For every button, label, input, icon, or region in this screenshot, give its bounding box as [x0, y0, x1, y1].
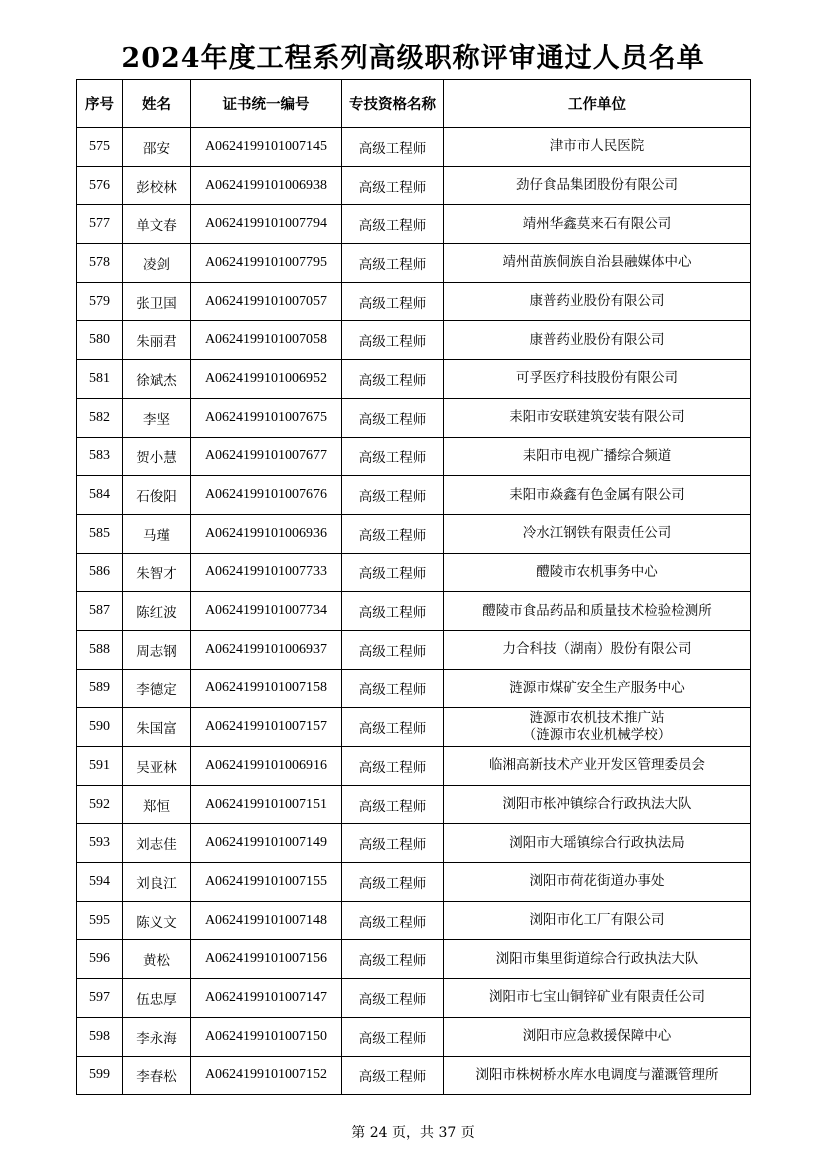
qualification-cell: 高级工程师: [342, 979, 444, 1018]
serial-no-cell: 580: [77, 321, 123, 360]
work-unit-cell: 浏阳市应急救援保障中心: [444, 1017, 751, 1056]
name-cell: 李永海: [123, 1017, 191, 1056]
table-row: [77, 476, 751, 515]
name-cell: 伍忠厚: [123, 979, 191, 1018]
qualification-cell: 高级工程师: [342, 592, 444, 631]
serial-no-cell: 595: [77, 901, 123, 940]
table-row: [77, 669, 751, 708]
name-cell: 朱国富: [123, 708, 191, 747]
certificate-no-cell: A0624199101007149: [191, 824, 342, 863]
work-unit-line: （涟源市农业机械学校）: [522, 727, 672, 744]
certificate-no-cell: A0624199101007677: [191, 437, 342, 476]
qualification-cell: 高级工程师: [342, 360, 444, 399]
table-row: [77, 863, 751, 902]
certificate-no-cell: A0624199101007147: [191, 979, 342, 1018]
work-unit-cell: [444, 708, 751, 747]
certificate-no-cell: A0624199101006952: [191, 360, 342, 399]
serial-no-cell: 597: [77, 979, 123, 1018]
work-unit-cell: 靖州华鑫莫来石有限公司: [444, 205, 751, 244]
table-row: [77, 321, 751, 360]
qualification-cell: 高级工程师: [342, 321, 444, 360]
serial-no-cell: 575: [77, 128, 123, 167]
serial-no-cell: 591: [77, 747, 123, 786]
name-cell: 凌剑: [123, 244, 191, 283]
qualification-cell: 高级工程师: [342, 128, 444, 167]
name-cell: 彭校林: [123, 166, 191, 205]
qualification-cell: 高级工程师: [342, 785, 444, 824]
header-work-unit: 工作单位: [444, 80, 751, 128]
header-serial-no: 序号: [77, 80, 123, 128]
table-row: [77, 514, 751, 553]
serial-no-cell: 586: [77, 553, 123, 592]
name-cell: 李德定: [123, 669, 191, 708]
table-row: [77, 205, 751, 244]
serial-no-cell: 589: [77, 669, 123, 708]
work-unit-cell: 浏阳市荷花街道办事处: [444, 863, 751, 902]
table-row: [77, 1017, 751, 1056]
work-unit-cell: 涟源市煤矿安全生产服务中心: [444, 669, 751, 708]
work-unit-cell: 康普药业股份有限公司: [444, 282, 751, 321]
qualification-cell: 高级工程师: [342, 708, 444, 747]
certificate-no-cell: A0624199101006916: [191, 747, 342, 786]
serial-no-cell: 583: [77, 437, 123, 476]
table-row: [77, 630, 751, 669]
header-name: 姓名: [123, 80, 191, 128]
serial-no-cell: 599: [77, 1056, 123, 1095]
certificate-no-cell: A0624199101007150: [191, 1017, 342, 1056]
qualification-cell: 高级工程师: [342, 747, 444, 786]
certificate-no-cell: A0624199101007155: [191, 863, 342, 902]
header-certificate-no: 证书统一编号: [191, 80, 342, 128]
serial-no-cell: 592: [77, 785, 123, 824]
certificate-no-cell: A0624199101007156: [191, 940, 342, 979]
table-row: [77, 437, 751, 476]
name-cell: 朱智才: [123, 553, 191, 592]
qualification-cell: 高级工程师: [342, 398, 444, 437]
name-cell: 马瑾: [123, 514, 191, 553]
qualification-cell: 高级工程师: [342, 630, 444, 669]
table-row: [77, 785, 751, 824]
serial-no-cell: 587: [77, 592, 123, 631]
work-unit-line: 涟源市农机技术推广站: [529, 710, 665, 727]
serial-no-cell: 578: [77, 244, 123, 283]
work-unit-cell: 耒阳市安联建筑安装有限公司: [444, 398, 751, 437]
certificate-no-cell: A0624199101006938: [191, 166, 342, 205]
name-cell: 李春松: [123, 1056, 191, 1095]
serial-no-cell: 593: [77, 824, 123, 863]
qualification-cell: 高级工程师: [342, 437, 444, 476]
table-row: [77, 979, 751, 1018]
table-body: [77, 128, 751, 1095]
name-cell: 郑恒: [123, 785, 191, 824]
certificate-no-cell: A0624199101007152: [191, 1056, 342, 1095]
qualification-cell: 高级工程师: [342, 282, 444, 321]
work-unit-cell: 劲仔食品集团股份有限公司: [444, 166, 751, 205]
certificate-no-cell: A0624199101007057: [191, 282, 342, 321]
qualification-cell: 高级工程师: [342, 166, 444, 205]
page-footer: 第 24 页，共 37 页: [351, 1125, 475, 1141]
serial-no-cell: 582: [77, 398, 123, 437]
table-row: [77, 940, 751, 979]
table-row: [77, 708, 751, 747]
name-cell: 刘良江: [123, 863, 191, 902]
qualification-cell: 高级工程师: [342, 514, 444, 553]
certificate-no-cell: A0624199101007733: [191, 553, 342, 592]
work-unit-cell: 浏阳市七宝山铜锌矿业有限责任公司: [444, 979, 751, 1018]
serial-no-cell: 584: [77, 476, 123, 515]
qualification-cell: 高级工程师: [342, 863, 444, 902]
certificate-no-cell: A0624199101007158: [191, 669, 342, 708]
name-cell: 周志钢: [123, 630, 191, 669]
serial-no-cell: 590: [77, 708, 123, 747]
serial-no-cell: 576: [77, 166, 123, 205]
certificate-no-cell: A0624199101007145: [191, 128, 342, 167]
table-row: [77, 592, 751, 631]
certificate-no-cell: A0624199101007676: [191, 476, 342, 515]
work-unit-cell: 醴陵市农机事务中心: [444, 553, 751, 592]
name-cell: 李坚: [123, 398, 191, 437]
table-row: [77, 824, 751, 863]
serial-no-cell: 579: [77, 282, 123, 321]
table-row: [77, 282, 751, 321]
name-cell: 徐斌杰: [123, 360, 191, 399]
certificate-no-cell: A0624199101007795: [191, 244, 342, 283]
certificate-no-cell: A0624199101007148: [191, 901, 342, 940]
certificate-no-cell: A0624199101007675: [191, 398, 342, 437]
qualification-cell: 高级工程师: [342, 669, 444, 708]
name-cell: 石俊阳: [123, 476, 191, 515]
qualification-cell: 高级工程师: [342, 901, 444, 940]
name-cell: 贺小慧: [123, 437, 191, 476]
table-row: [77, 901, 751, 940]
work-unit-cell: 力合科技（湖南）股份有限公司: [444, 630, 751, 669]
work-unit-cell: 耒阳市焱鑫有色金属有限公司: [444, 476, 751, 515]
name-cell: 黄松: [123, 940, 191, 979]
table-row: [77, 747, 751, 786]
name-cell: 邵安: [123, 128, 191, 167]
qualification-cell: 高级工程师: [342, 205, 444, 244]
name-cell: 陈红波: [123, 592, 191, 631]
work-unit-cell: 浏阳市枨冲镇综合行政执法大队: [444, 785, 751, 824]
name-cell: 单文春: [123, 205, 191, 244]
qualification-cell: 高级工程师: [342, 244, 444, 283]
qualification-cell: 高级工程师: [342, 1056, 444, 1095]
table-header-row: [77, 80, 751, 128]
work-unit-cell: 靖州苗族侗族自治县融媒体中心: [444, 244, 751, 283]
serial-no-cell: 581: [77, 360, 123, 399]
header-qualification: 专技资格名称: [342, 80, 444, 128]
serial-no-cell: 585: [77, 514, 123, 553]
certificate-no-cell: A0624199101007157: [191, 708, 342, 747]
work-unit-cell: 可孚医疗科技股份有限公司: [444, 360, 751, 399]
certificate-no-cell: A0624199101007734: [191, 592, 342, 631]
certificate-no-cell: A0624199101007794: [191, 205, 342, 244]
table-row: [77, 166, 751, 205]
qualification-cell: 高级工程师: [342, 553, 444, 592]
name-cell: 陈义文: [123, 901, 191, 940]
personnel-table: [76, 79, 751, 1095]
certificate-no-cell: A0624199101006937: [191, 630, 342, 669]
work-unit-cell: 耒阳市电视广播综合频道: [444, 437, 751, 476]
work-unit-cell: 冷水江钢铁有限责任公司: [444, 514, 751, 553]
table-row: [77, 360, 751, 399]
serial-no-cell: 598: [77, 1017, 123, 1056]
name-cell: 刘志佳: [123, 824, 191, 863]
serial-no-cell: 588: [77, 630, 123, 669]
qualification-cell: 高级工程师: [342, 824, 444, 863]
page-title: 2024年度工程系列高级职称评审通过人员名单: [121, 43, 705, 74]
work-unit-cell: 浏阳市株树桥水库水电调度与灌溉管理所: [444, 1056, 751, 1095]
table-row: [77, 1056, 751, 1095]
table-row: [77, 128, 751, 167]
name-cell: 吴亚林: [123, 747, 191, 786]
qualification-cell: 高级工程师: [342, 1017, 444, 1056]
work-unit-cell: 浏阳市大瑶镇综合行政执法局: [444, 824, 751, 863]
certificate-no-cell: A0624199101007058: [191, 321, 342, 360]
serial-no-cell: 577: [77, 205, 123, 244]
certificate-no-cell: A0624199101007151: [191, 785, 342, 824]
name-cell: 朱丽君: [123, 321, 191, 360]
qualification-cell: 高级工程师: [342, 940, 444, 979]
work-unit-cell: 醴陵市食品药品和质量技术检验检测所: [444, 592, 751, 631]
work-unit-cell: 浏阳市化工厂有限公司: [444, 901, 751, 940]
work-unit-cell: 临湘高新技术产业开发区管理委员会: [444, 747, 751, 786]
name-cell: 张卫国: [123, 282, 191, 321]
table-row: [77, 553, 751, 592]
work-unit-cell: 康普药业股份有限公司: [444, 321, 751, 360]
table-row: [77, 398, 751, 437]
table-row: [77, 244, 751, 283]
qualification-cell: 高级工程师: [342, 476, 444, 515]
serial-no-cell: 596: [77, 940, 123, 979]
work-unit-cell: 浏阳市集里街道综合行政执法大队: [444, 940, 751, 979]
work-unit-cell: 津市市人民医院: [444, 128, 751, 167]
serial-no-cell: 594: [77, 863, 123, 902]
certificate-no-cell: A0624199101006936: [191, 514, 342, 553]
